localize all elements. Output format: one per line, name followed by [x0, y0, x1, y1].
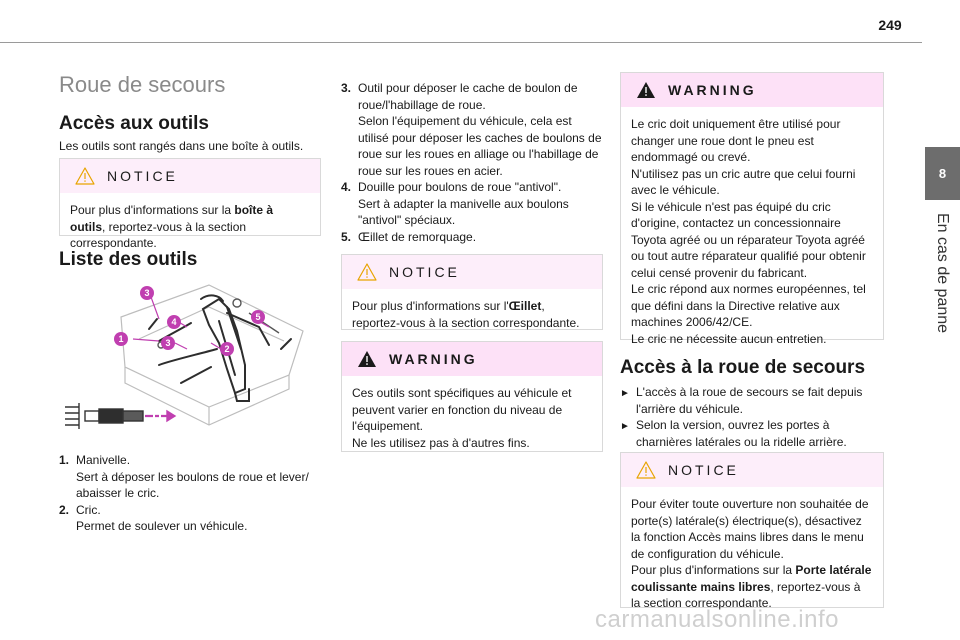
chapter-tab[interactable]: 8	[925, 147, 960, 200]
callout-5: 5	[251, 310, 265, 324]
bullet-item: ► Selon la version, ouvrez les portes à charnières latérales ou la ridelle arrière.	[620, 418, 847, 449]
warning-triangle-icon	[357, 350, 377, 368]
warning-header	[342, 342, 602, 376]
chapter-title: En cas de panne	[934, 212, 952, 334]
notice-text: Pour éviter toute ouverture non souhaitée de porte(s) latérale(s) électrique(s), désactivez la fonction Accès mains libres dans le menu de configuration du véhicule. Pour plus d'informations sur la Porte latérale coulissante mains libres, reportez-vous à la section correspondante.	[631, 497, 872, 610]
watermark: carmanualsonline.info	[595, 606, 839, 633]
notice-header	[342, 255, 602, 289]
tool-list-part-1	[59, 452, 321, 535]
notice-label: NOTICE	[668, 462, 739, 478]
toolkit-illustration	[59, 279, 321, 441]
tools-access-heading: Accès aux outils	[59, 113, 209, 134]
notice-header	[621, 453, 883, 487]
header-divider	[0, 42, 922, 43]
notice-label: NOTICE	[107, 168, 178, 184]
tools-access-intro: Les outils sont rangés dans une boîte à outils.	[59, 139, 304, 153]
warning-text: Ces outils sont spécifiques au véhicule et peuvent varier en fonction du niveau de l'équipement. Ne les utilisez pas à d'autres fins.	[352, 386, 572, 450]
tools-warning-box	[341, 341, 603, 452]
tool-list-heading: Liste des outils	[59, 249, 198, 270]
notice-triangle-icon	[636, 461, 656, 479]
tool-item: 5. Œillet de remorquage.	[341, 229, 477, 244]
warning-label: WARNING	[389, 351, 478, 367]
notice-label: NOTICE	[389, 264, 460, 280]
tool-item: 1. Manivelle. Sert à déposer les boulons de roue et lever/ abaisser le cric.	[59, 453, 309, 500]
notice-header	[60, 159, 320, 193]
tool-item: 4. Douille pour boulons de roue "antivol". Sert à adapter la manivelle aux boulons "antivol" spéciaux.	[341, 180, 569, 227]
notice-triangle-icon	[75, 167, 95, 185]
eyelet-notice-box	[341, 254, 603, 330]
warning-header	[621, 73, 883, 107]
tool-list-part-2	[341, 80, 603, 245]
callout-1: 1	[114, 332, 128, 346]
chapter-label-wrap	[925, 213, 960, 333]
arrow-bullet-icon: ►	[620, 421, 630, 432]
warning-label: WARNING	[668, 82, 757, 98]
callout-4: 4	[167, 315, 181, 329]
section-title: Roue de secours	[59, 72, 226, 97]
jack-warning-box	[620, 72, 884, 346]
tools-notice-box	[59, 158, 321, 250]
arrow-bullet-icon: ►	[620, 388, 630, 399]
spare-access-heading: Accès à la roue de secours	[620, 357, 866, 378]
page-number: 249	[878, 17, 902, 33]
notice-text: Pour plus d'informations sur l'Œillet, reportez-vous à la section correspondante.	[352, 299, 580, 330]
bullet-item: ► L'accès à la roue de secours se fait depuis l'arrière du véhicule.	[620, 385, 863, 416]
callout-3b: 3	[161, 336, 175, 350]
tool-item: 2. Cric. Permet de soulever un véhicule.	[59, 502, 248, 533]
callout-3a: 3	[140, 286, 154, 300]
notice-triangle-icon	[357, 263, 377, 281]
handsfree-notice-box	[620, 452, 884, 608]
warning-text: Le cric doit uniquement être utilisé pour changer une roue dont le pneu est endommagé ou crevé. N'utilisez pas un cric autre que celui fourni avec le véhicule. Si le véhicule n'est pas équipé du cric d'origine, contactez un concessionnaire Toyota agréé ou un réparateur Toyota agréé ou tout autre réparateur qualifié pour obtenir celui censé provenir du fabricant. Le cric répond aux normes européennes, tel que défini dans la Directive relative aux machines 2006/42/CE. Le cric ne nécessite aucun entretien.	[631, 117, 866, 346]
spare-access-bullets	[620, 384, 884, 450]
notice-text: Pour plus d'informations sur la boîte à outils, reportez-vous à la section correspondante.	[70, 203, 274, 250]
tool-item: 3. Outil pour déposer le cache de boulon de roue/l'habillage de roue. Selon l'équipement du véhicule, cela est utilisé pour déposer les caches de boulons de roue sur les roues en alliage ou l'habillage de roue sur les roues en acier.	[341, 81, 602, 178]
callout-2: 2	[220, 342, 234, 356]
warning-triangle-icon	[636, 81, 656, 99]
